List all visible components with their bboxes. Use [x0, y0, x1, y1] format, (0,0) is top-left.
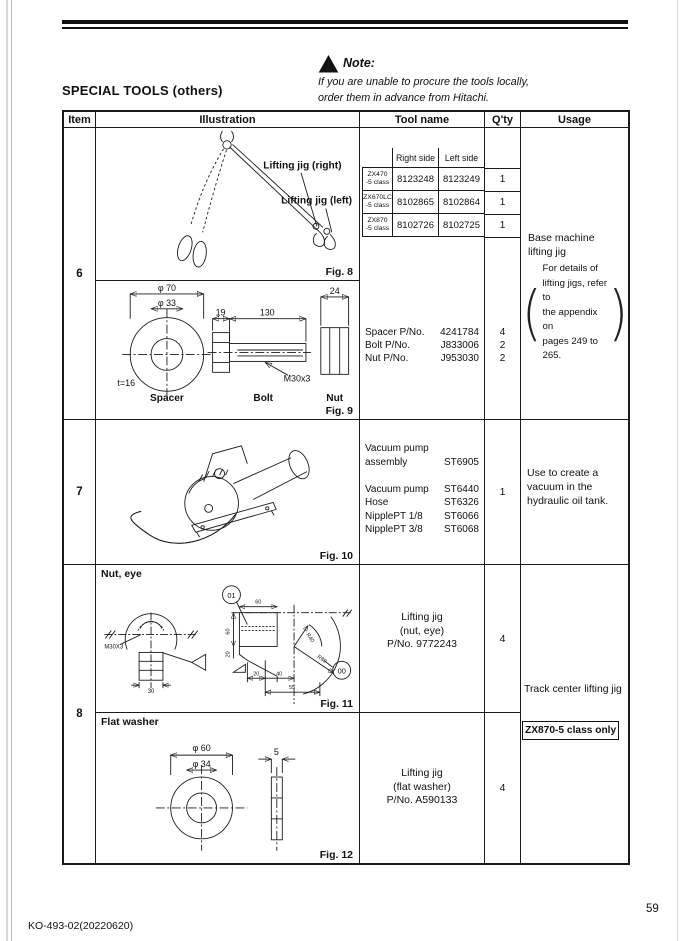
- tool-name: Vacuum pump: [365, 483, 429, 495]
- tool-name: Nut P/No.: [365, 353, 409, 364]
- fig12-title: Flat washer: [101, 716, 159, 728]
- tool-code: ST6905: [443, 456, 479, 468]
- dim-b20: 20: [253, 671, 260, 678]
- lifting-jig-flat-washer-text: Lifting jig (flat washer) P/No. A590133: [386, 767, 458, 806]
- dim-phi34: φ 34: [192, 759, 211, 770]
- model-class: -5 class: [365, 179, 390, 186]
- spacer-bolt-nut-list: [365, 326, 479, 365]
- part-number: J953030: [440, 353, 479, 364]
- part-number: 4241784: [440, 327, 479, 338]
- left-paren: (: [522, 277, 542, 348]
- dim-phi60: φ 60: [192, 743, 211, 754]
- subtable-header-left: Left side: [438, 148, 484, 167]
- tool-name: Vacuum pump: [365, 443, 429, 455]
- page-number: 59: [646, 903, 659, 915]
- col-header-usage: Usage: [521, 112, 628, 128]
- model-name: ZX470: [367, 171, 388, 179]
- page-edge-line: [6, 0, 8, 941]
- dim-side-60: 60: [225, 628, 232, 635]
- tool-code: ST6068: [443, 524, 479, 536]
- dim-b55: 55: [289, 685, 296, 692]
- balloon-01: 01: [227, 590, 236, 600]
- model-class: -5 class: [365, 202, 390, 209]
- note-line-2: order them in advance from Hitachi.: [318, 92, 490, 104]
- section-title: SPECIAL TOOLS (others): [62, 83, 223, 98]
- pn-left: 8123249: [438, 168, 484, 190]
- usage-parenthetical-note: ( For details of lifting jigs, refer to the appendix on pages 249 to 265. ): [522, 263, 628, 361]
- eye-nut-drawing: [96, 565, 359, 712]
- lifting-jig-part-table: [362, 148, 484, 237]
- label-nut: Nut: [326, 393, 344, 405]
- label-lifting-jig-left: Lifting jig (left): [281, 195, 353, 207]
- col-header-illustration: Illustration: [96, 112, 360, 128]
- fig8-caption: Fig. 8: [325, 266, 353, 278]
- page-edge-line: [11, 0, 12, 941]
- usage-cell-item6: [521, 128, 628, 420]
- top-rule-thin: [62, 27, 628, 29]
- tool-name: assembly: [365, 456, 408, 468]
- tool-name-cell-item8b: [360, 713, 485, 863]
- model-name: ZX870: [367, 217, 388, 225]
- model-name: ZX670LC: [363, 194, 392, 202]
- tool-name: Spacer P/No.: [365, 327, 425, 338]
- dim-m30x3: M30x3: [283, 373, 311, 384]
- col-header-tool-name: Tool name: [360, 112, 485, 128]
- usage-cell-item7: [521, 420, 628, 565]
- tool-code: ST6440: [443, 483, 479, 495]
- illustration-cell-fig10: [96, 420, 360, 565]
- tool-name-cell-item6: [360, 128, 485, 420]
- illustration-cell-fig8: [96, 128, 360, 281]
- dim-stud: 30: [147, 689, 155, 696]
- dim-m30x3: M30X3: [104, 644, 124, 651]
- dim-b40: 40: [276, 671, 283, 678]
- item-number-8: 8: [64, 565, 96, 863]
- usage-cell-item8: [521, 565, 628, 863]
- note-line-1: If you are unable to procure the tools locally,: [318, 76, 530, 88]
- warning-icon: [318, 54, 339, 74]
- qty-value: 1: [499, 174, 506, 185]
- qty-value: 1: [499, 486, 506, 498]
- item-number-7: 7: [64, 420, 96, 565]
- qty-value: 2: [499, 353, 506, 364]
- label-spacer: Spacer: [150, 393, 184, 405]
- dim-19: 19: [215, 307, 226, 318]
- subtable-header-right: Right side: [392, 148, 438, 167]
- right-paren: ): [608, 277, 628, 348]
- fig12-caption: Fig. 12: [319, 849, 353, 861]
- item-number-6: 6: [64, 128, 96, 420]
- dim-phi70: φ 70: [157, 282, 177, 293]
- qty-value: 2: [499, 340, 506, 351]
- tool-code: ST6326: [443, 497, 479, 509]
- vacuum-pump-tool-list: [365, 442, 479, 537]
- usage-text: Track center lifting jig: [524, 684, 622, 695]
- top-rule-thick: [62, 20, 628, 24]
- label-lifting-jig-right: Lifting jig (right): [263, 160, 342, 172]
- fig11-title: Nut, eye: [101, 568, 142, 580]
- tool-name: NipplePT 1/8: [365, 510, 423, 522]
- tool-name-cell-item7: [360, 420, 485, 565]
- qty-value: 4: [499, 327, 506, 338]
- pn-right: 8102865: [392, 191, 438, 213]
- pn-left: 8102725: [438, 214, 484, 236]
- illustration-cell-fig12: [96, 713, 360, 863]
- dim-side-20: 20: [225, 651, 232, 658]
- special-tools-table: [62, 110, 630, 865]
- spacer-bolt-nut-drawing: [96, 281, 359, 419]
- dim-t16: t=16: [117, 378, 136, 389]
- subtable-row-zx870: [362, 214, 484, 237]
- pn-left: 8102864: [438, 191, 484, 213]
- dim-top-60: 60: [255, 599, 262, 606]
- class-restriction-badge: ZX870-5 class only: [522, 721, 619, 740]
- tool-code: ST6066: [443, 510, 479, 522]
- fig11-caption: Fig. 11: [320, 698, 353, 710]
- qty-value: 1: [499, 197, 506, 208]
- tool-name: Hose: [365, 497, 389, 509]
- usage-text: Base machine lifting jig: [528, 232, 595, 258]
- model-class: -5 class: [365, 225, 390, 232]
- tool-name-cell-item8a: [360, 565, 485, 713]
- subtable-row-zx670lc: [362, 191, 484, 214]
- qty-value: 4: [499, 632, 506, 645]
- fig10-caption: Fig. 10: [319, 550, 353, 562]
- subtable-row-zx470: [362, 168, 484, 191]
- illustration-cell-fig9: [96, 281, 360, 420]
- fig9-caption: Fig. 9: [325, 405, 353, 417]
- dim-24: 24: [329, 285, 340, 296]
- usage-text: Use to create a vacuum in the hydraulic oil tank.: [527, 467, 609, 507]
- dim-130: 130: [259, 307, 275, 318]
- lifting-jig-drawing: [96, 128, 359, 280]
- qty-cell-item8a: [485, 565, 521, 713]
- label-bolt: Bolt: [253, 393, 274, 405]
- vacuum-pump-drawing: [96, 420, 359, 564]
- dim-radius-2: R80: [315, 654, 328, 665]
- balloon-00: 00: [337, 666, 346, 676]
- qty-value: 1: [499, 220, 506, 231]
- pn-right: 8123248: [392, 168, 438, 190]
- flat-washer-drawing: [96, 713, 359, 863]
- dim-phi33: φ 33: [157, 297, 177, 308]
- col-header-item: Item: [64, 112, 96, 128]
- qty-value: 4: [499, 782, 506, 794]
- page-edge-line: [677, 0, 678, 941]
- document-code: KO-493-02(20220620): [28, 920, 134, 932]
- note-title: Note:: [343, 56, 375, 70]
- qty-cell-item8b: [485, 713, 521, 863]
- dim-5: 5: [273, 747, 279, 758]
- tool-name: Bolt P/No.: [365, 340, 411, 351]
- qty-cell-item6: [485, 128, 521, 420]
- dim-radius-1: R40: [304, 632, 315, 644]
- qty-cell-item7: [485, 420, 521, 565]
- pn-right: 8102726: [392, 214, 438, 236]
- tool-name: NipplePT 3/8: [365, 524, 423, 536]
- illustration-cell-fig11: [96, 565, 360, 713]
- col-header-qty: Q'ty: [485, 112, 521, 128]
- part-number: J833006: [440, 340, 479, 351]
- lifting-jig-nut-eye-text: Lifting jig (nut, eye) P/No. 9772243: [386, 611, 458, 650]
